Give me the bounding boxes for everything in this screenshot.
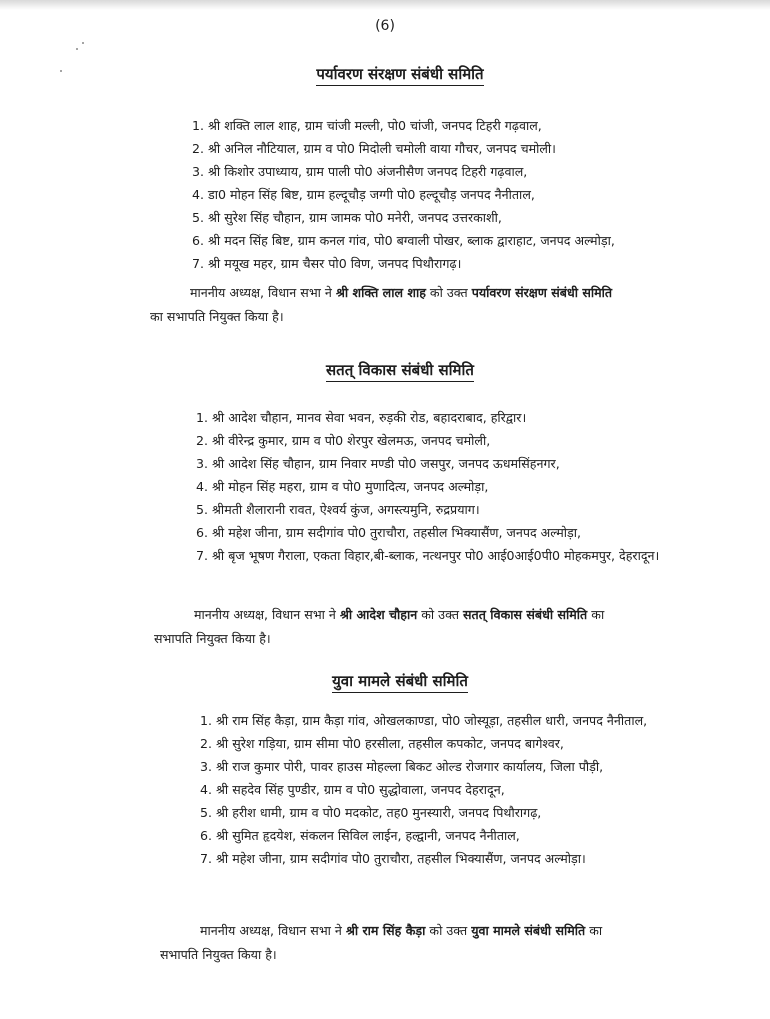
page-number: (6) [375,18,395,34]
section-heading-youth-affairs: युवा मामले संबंधी समिति [0,671,770,691]
member-list-environment [192,114,615,275]
list-item: 6. श्री महेश जीना, ग्राम सदीगांव पो0 तुराचौरा, तहसील भिक्यासैंण, जनपद अल्मोड़ा, [196,525,582,540]
scan-speck [82,42,84,44]
list-item: 6. श्री मदन सिंह बिष्ट, ग्राम कनल गांव, पो0 बग्वाली पोखर, ब्लाक द्वाराहाट, जनपद अल्मोड़ा, [192,233,615,248]
list-item: 7. श्री मयूख महर, ग्राम चैसर पो0 विण, जनपद पिथौरागढ़। [192,256,462,271]
list-item: 6. श्री सुमित हृदयेश, संकलन सिविल लाईन, हल्द्वानी, जनपद नैनीताल, [200,828,520,843]
appointment-note-environment: माननीय अध्यक्ष, विधान सभा ने श्री शक्ति लाल शाह को उक्त पर्यावरण संरक्षण संबंधी समिति का सभापति नियुक्त किया है। [150,285,613,324]
scan-speck [76,48,78,50]
list-item: 4. डा0 मोहन सिंह बिष्ट, ग्राम हल्दूचौड़ जग्गी पो0 हल्दूचौड़ जनपद नैनीताल, [192,187,535,202]
list-item: 5. श्रीमती शैलारानी रावत, ऐश्वर्य कुंज, अगस्त्यमुनि, रुद्रप्रयाग। [196,502,480,517]
section-heading-environment: पर्यावरण संरक्षण संबंधी समिति [0,64,770,84]
list-item: 4. श्री सहदेव सिंह पुण्डीर, ग्राम व पो0 सुद्धोवाला, जनपद देहरादून, [200,782,505,797]
list-item: 3. श्री आदेश सिंह चौहान, ग्राम निवार मण्डी पो0 जसपुर, जनपद ऊधमसिंहनगर, [196,456,560,471]
section-heading-sustainable-development: सतत् विकास संबंधी समिति [0,360,770,380]
list-item: 5. श्री हरीश धामी, ग्राम व पो0 मदकोट, तह0 मुनस्यारी, जनपद पिथौरागढ़, [200,805,542,820]
list-item: 7. श्री बृज भूषण गैराला, एकता विहार,बी-ब्लाक, नत्थनपुर पो0 आई0आई0पी0 मोहकमपुर, देहरादून। [196,548,660,563]
member-list-youth-affairs [200,710,710,870]
list-item: 1. श्री शक्ति लाल शाह, ग्राम चांजी मल्ली, पो0 चांजी, जनपद टिहरी गढ़वाल, [192,118,542,133]
list-item: 4. श्री मोहन सिंह महरा, ग्राम व पो0 मुणादित्य, जनपद अल्मोड़ा, [196,479,489,494]
list-item: 5. श्री सुरेश सिंह चौहान, ग्राम जामक पो0 मनेरी, जनपद उत्तरकाशी, [192,210,502,225]
list-item: 2. श्री अनिल नौटियाल, ग्राम व पो0 मिदोली चमोली वाया गौचर, जनपद चमोली। [192,141,556,156]
list-item: 1. श्री आदेश चौहान, मानव सेवा भवन, रुड़की रोड, बहादराबाद, हरिद्वार। [196,410,527,425]
appointment-note-sustainable-development: माननीय अध्यक्ष, विधान सभा ने श्री आदेश चौहान को उक्त सतत् विकास संबंधी समिति का सभापति नियुक्त किया है। [154,607,605,646]
list-item: 7. श्री महेश जीना, ग्राम सदीगांव पो0 तुराचौरा, तहसील भिक्यासैंण, जनपद अल्मोड़ा। [200,851,586,866]
list-item: 1. श्री राम सिंह कैड़ा, ग्राम कैड़ा गांव, ओखलकाण्डा, पो0 जोस्यूड़ा, तहसील धारी, जनपद नैनीताल, [200,713,648,728]
member-list-sustainable-development [196,406,659,567]
appointment-note-youth-affairs: माननीय अध्यक्ष, विधान सभा ने श्री राम सिंह कैड़ा को उक्त युवा मामले संबंधी समिति का सभापति नियुक्त किया है। [160,923,603,962]
list-item: 2. श्री सुरेश गड़िया, ग्राम सीमा पो0 हरसीला, तहसील कपकोट, जनपद बागेश्वर, [200,736,564,751]
list-item: 3. श्री राज कुमार पोरी, पावर हाउस मोहल्ला बिकट ओल्ड रोजगार कार्यालय, जिला पौड़ी, [200,759,604,774]
list-item: 2. श्री वीरेन्द्र कुमार, ग्राम व पो0 शेरपुर खेलमऊ, जनपद चमोली, [196,433,491,448]
list-item: 3. श्री किशोर उपाध्याय, ग्राम पाली पो0 अंजनीसैण जनपद टिहरी गढ़वाल, [192,164,528,179]
scan-shadow [0,0,770,10]
